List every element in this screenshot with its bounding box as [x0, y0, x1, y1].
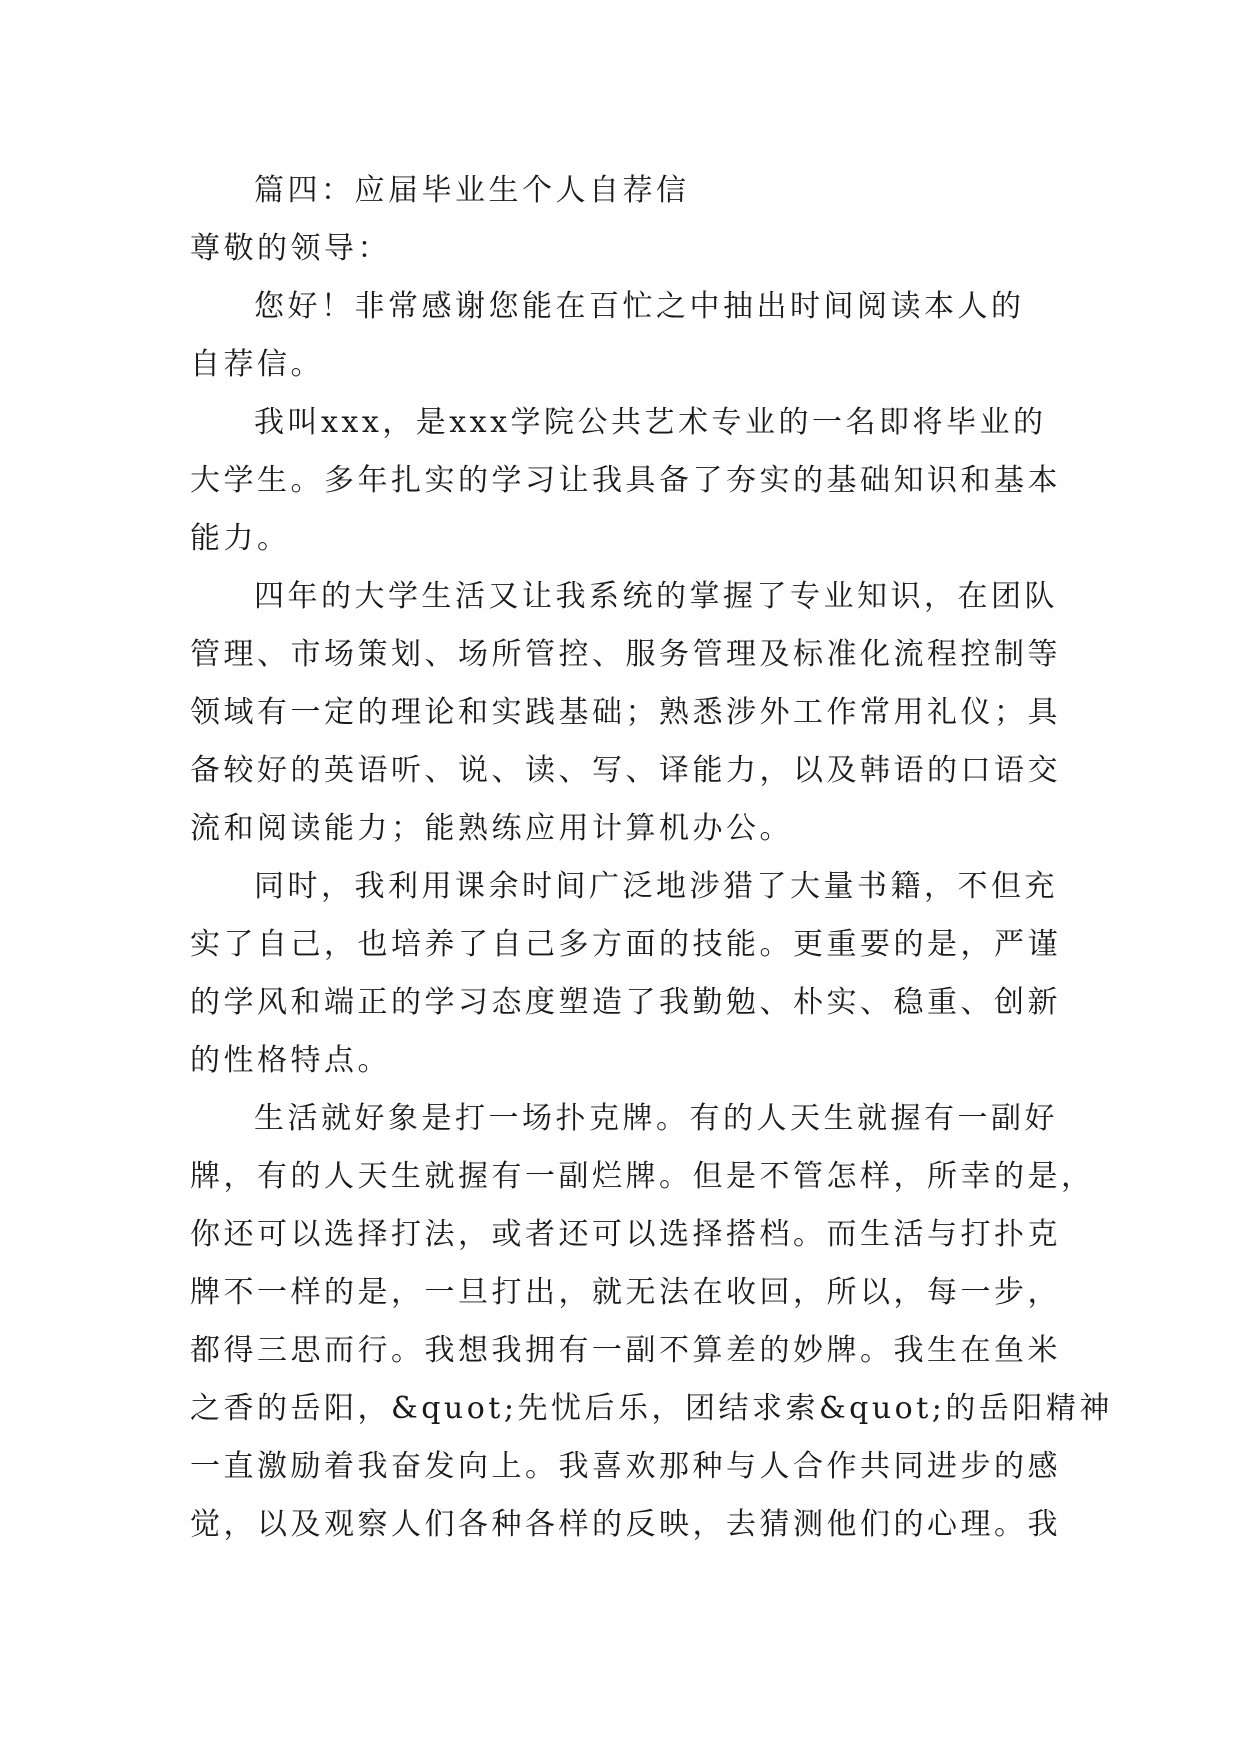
text-line: 备较好的英语听、说、读、写、译能力，以及韩语的口语交 — [190, 753, 1061, 788]
text-line: 您好！非常感谢您能在百忙之中抽出时间阅读本人的 — [254, 289, 1025, 324]
text-line: 一直激励着我奋发向上。我喜欢那种与人合作共同进步的感 — [190, 1449, 1061, 1484]
letter-title: 篇四：应届毕业生个人自荐信 — [254, 173, 690, 208]
text-line: 的学风和端正的学习态度塑造了我勤勉、朴实、稳重、创新 — [190, 985, 1061, 1020]
text-line: 之香的岳阳，&quot;先忧后乐，团结求索&quot;的岳阳精神 — [190, 1391, 1113, 1426]
text-line: 能力。 — [190, 521, 291, 556]
text-line: 领域有一定的理论和实践基础；熟悉涉外工作常用礼仪；具 — [190, 695, 1061, 730]
text-line: 你还可以选择打法，或者还可以选择搭档。而生活与打扑克 — [190, 1217, 1061, 1252]
text-line: 牌不一样的是，一旦打出，就无法在收回，所以，每一步， — [190, 1275, 1061, 1310]
text-line: 四年的大学生活又让我系统的掌握了专业知识，在团队 — [254, 579, 1058, 614]
text-line: 我叫xxx，是xxx学院公共艺术专业的一名即将毕业的 — [254, 405, 1047, 440]
letter-body — [190, 162, 1113, 1554]
text-line: 牌，有的人天生就握有一副烂牌。但是不管怎样，所幸的是， — [190, 1159, 1095, 1194]
text-line: 管理、市场策划、场所管控、服务管理及标准化流程控制等 — [190, 637, 1061, 672]
text-line: 同时，我利用课余时间广泛地涉猎了大量书籍，不但充 — [254, 869, 1058, 904]
text-line: 实了自己，也培养了自己多方面的技能。更重要的是，严谨 — [190, 927, 1061, 962]
text-line: 流和阅读能力；能熟练应用计算机办公。 — [190, 811, 793, 846]
text-line: 都得三思而行。我想我拥有一副不算差的妙牌。我生在鱼米 — [190, 1333, 1061, 1368]
text-line: 生活就好象是打一场扑克牌。有的人天生就握有一副好 — [254, 1101, 1058, 1136]
text-line: 大学生。多年扎实的学习让我具备了夯实的基础知识和基本 — [190, 463, 1061, 498]
text-line: 觉，以及观察人们各种各样的反映，去猜测他们的心理。我 — [190, 1507, 1061, 1542]
text-line: 的性格特点。 — [190, 1043, 391, 1078]
text-line: 自荐信。 — [190, 347, 324, 382]
salutation: 尊敬的领导： — [190, 231, 391, 266]
